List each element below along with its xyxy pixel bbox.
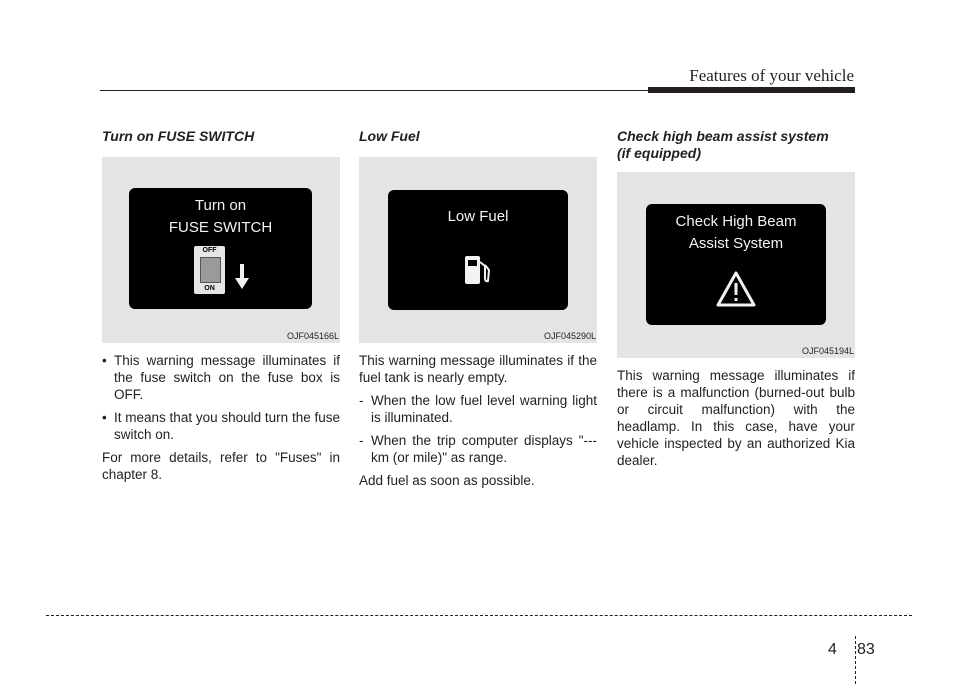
dash-marker: - [359,433,364,448]
list-item [102,409,340,443]
display-line: FUSE SWITCH [168,219,273,236]
list-item-text: When the low fuel level warning light is illuminated. [371,393,597,425]
cluster-display [388,190,568,310]
body-paragraph: Add fuel as soon as possible. [359,473,535,488]
figure-code: OJF045194L [801,346,854,356]
bullet-marker: • [102,353,107,368]
section-title [617,128,855,162]
section-title: Low Fuel [359,128,420,144]
footer-divider [855,636,856,684]
display-line: Turn on [194,197,247,214]
fuel-pump-icon [463,253,493,287]
cluster-display [129,188,312,309]
body-paragraph: This warning message illuminates if the fuel tank is nearly empty. [359,353,597,385]
footer-rule [46,615,912,616]
list-item [102,352,340,403]
bullet-marker: • [102,410,107,425]
switch-knob [200,257,221,283]
display-text [129,195,312,239]
list-item-text: When the trip computer displays "--- km (or mile)" as range. [371,433,597,465]
bullet-text: This warning message illuminates if the fuse switch on the fuse box is OFF. [114,353,340,402]
section-title-line: Check high beam assist system [617,128,829,144]
figure-code: OJF045166L [286,331,339,341]
section-title-line: (if equipped) [617,145,701,161]
cluster-display [646,204,826,325]
display-line: Assist System [688,235,784,252]
section-body [102,352,340,483]
figure-code: OJF045290L [543,331,596,341]
display-line: Low Fuel [447,208,509,225]
section-fuse-switch [102,128,340,489]
list-item [359,432,597,466]
section-low-fuel [359,128,597,495]
section-title: Turn on FUSE SWITCH [102,128,255,144]
header-title: Features of your vehicle [689,66,854,85]
figure-fuse-switch [102,157,340,343]
dash-marker: - [359,393,364,408]
section-body [617,367,855,469]
section-body [359,352,597,489]
figure-low-fuel [359,157,597,343]
display-text [646,211,826,255]
page-number: 83 [857,641,875,658]
chapter-number: 4 [828,641,837,658]
header-rule [100,90,648,91]
body-paragraph: This warning message illuminates if there is a malfunction (burned-out bulb or circuit malfunction) with the headlamp. In this case, have your vehicle inspected by an authorized Kia dealer. [617,368,855,468]
arrow-down-icon [235,264,249,290]
list-item [359,392,597,426]
section-high-beam-assist [617,128,855,475]
body-paragraph: For more details, refer to "Fuses" in chapter 8. [102,450,340,482]
switch-off-label: OFF [202,247,217,254]
bullet-text: It means that you should turn the fuse switch on. [114,410,340,442]
warning-triangle-icon [715,270,757,308]
header-bar [648,87,855,93]
fuse-switch-icon [194,246,225,294]
display-line: Check High Beam [675,213,797,230]
figure-high-beam-assist [617,172,855,358]
switch-on-label: ON [204,285,215,292]
